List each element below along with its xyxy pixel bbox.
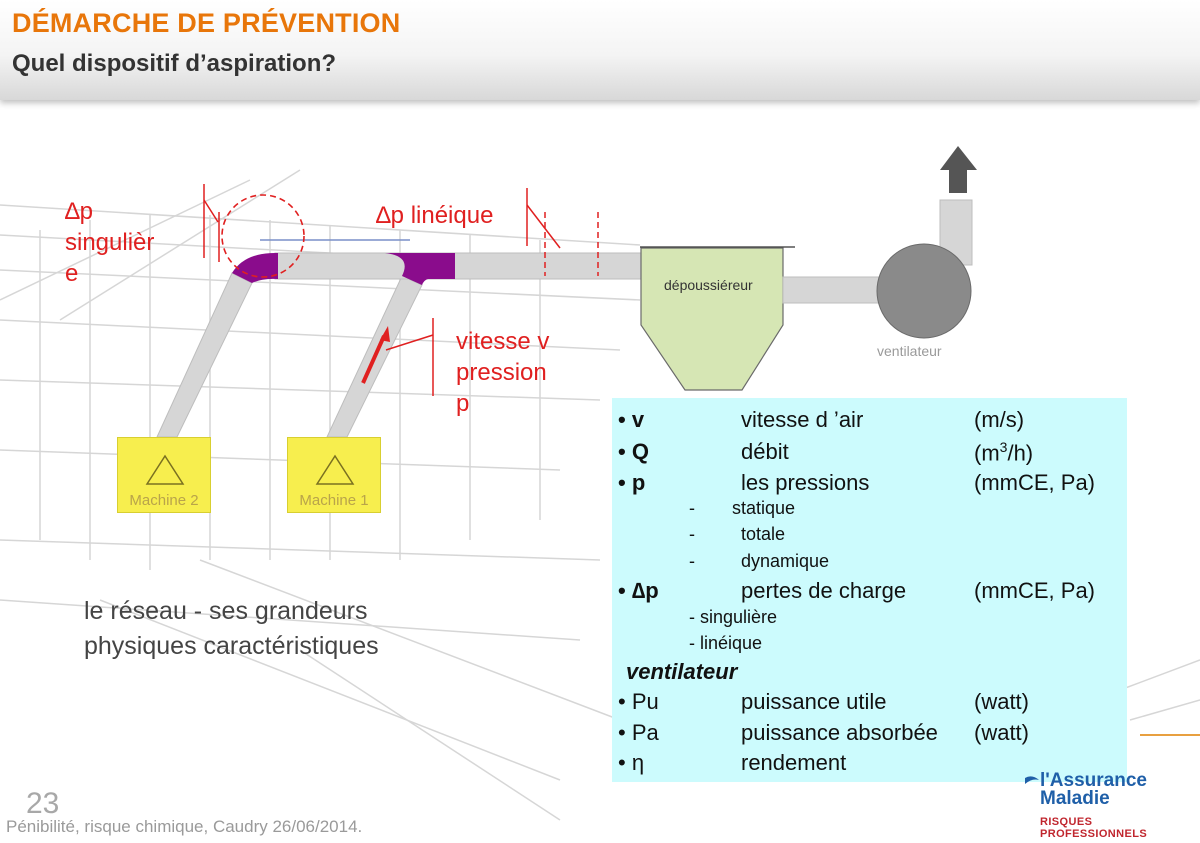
velocity-pressure-label-line: vitesse v [456, 328, 550, 355]
legend-label: débit [741, 439, 789, 464]
machine-2 [117, 437, 211, 513]
main-duct [275, 253, 670, 279]
fan-shape [877, 244, 971, 338]
logo-line-3: RISQUES PROFESSIONNELS [1040, 816, 1148, 840]
logo-line-1: l'Assurance [1040, 770, 1147, 791]
page-number: 23 [26, 787, 60, 820]
legend-unit: (m/s) [974, 407, 1025, 432]
legend-symbol: • Q [618, 439, 649, 464]
exhaust-arrow [940, 146, 977, 193]
legend-symbol: • v [618, 407, 645, 432]
singular-loss-label-line: ∆p [65, 198, 94, 225]
slide-subtitle: Quel dispositif d’aspiration? [12, 50, 337, 77]
network-caption [84, 594, 379, 664]
legend-fan-heading: ventilateur [626, 659, 738, 684]
pressure-type-dash: - [689, 498, 695, 518]
legend-symbol: • ∆p [618, 578, 659, 603]
singular-loss-label [65, 196, 154, 289]
footer-text: Pénibilité, risque chimique, Caudry 26/06/2014. [6, 817, 363, 836]
caption-line: physiques caractéristiques [84, 632, 379, 660]
machine-1 [287, 437, 381, 513]
logo-accent-line [1140, 734, 1200, 736]
singular-loss-label-line: singulièr [65, 229, 155, 256]
slide-header [0, 0, 1200, 100]
legend-label: les pressions [741, 470, 870, 495]
legend-unit: (mmCE, Pa) [974, 578, 1095, 603]
legend-unit: (watt) [974, 689, 1029, 714]
unit-suffix: /h) [1007, 440, 1034, 466]
singular-loss-label-line: e [65, 260, 79, 287]
legend-label: pertes de charge [741, 578, 907, 603]
pressure-type-dash: - [689, 524, 695, 544]
caption-line: le réseau - ses grandeurs [84, 597, 368, 625]
legend-label: puissance absorbée [741, 720, 938, 745]
legend-label: rendement [741, 750, 847, 775]
legend-label: vitesse d ’air [741, 407, 864, 432]
logo-mark-icon [1022, 774, 1042, 794]
fan-label: ventilateur [877, 343, 942, 359]
machine-1-label: Machine 1 [299, 492, 369, 509]
legend-symbol: • Pu [618, 689, 659, 714]
loss-type-singular: - singulière [689, 607, 778, 627]
duct-machine-2 [157, 273, 252, 437]
loss-type-linear: - linéique [689, 633, 763, 653]
pressure-type-static: statique [732, 498, 796, 518]
pressure-type-total: totale [741, 524, 786, 544]
legend-unit: (watt) [974, 720, 1029, 745]
machine-2-label: Machine 2 [129, 492, 199, 509]
velocity-pressure-label-line: p [456, 390, 470, 417]
legend-unit: (mmCE, Pa) [974, 470, 1095, 495]
pressure-type-dash: - [689, 551, 695, 571]
assurance-maladie-logo [1022, 768, 1192, 838]
legend-symbol: • p [618, 470, 646, 495]
dust-collector-shape [640, 247, 795, 390]
quantities-legend [612, 398, 1127, 782]
legend-unit [974, 439, 1033, 466]
unit-exponent: 3 [999, 439, 1008, 455]
linear-loss-label: ∆p linéique [376, 202, 494, 229]
velocity-pressure-label [456, 326, 549, 419]
legend-symbol: • Pa [618, 720, 659, 745]
logo-line-2: Maladie [1040, 788, 1110, 809]
legend-symbol: • η [618, 750, 645, 775]
unit-prefix: (m [974, 440, 1000, 466]
pressure-type-dynamic: dynamique [741, 551, 830, 571]
dust-collector-label: dépoussiéreur [664, 277, 753, 293]
legend-label: puissance utile [741, 689, 887, 714]
velocity-pressure-label-line: pression [456, 359, 547, 386]
slide-title: DÉMARCHE DE PRÉVENTION [12, 8, 401, 38]
